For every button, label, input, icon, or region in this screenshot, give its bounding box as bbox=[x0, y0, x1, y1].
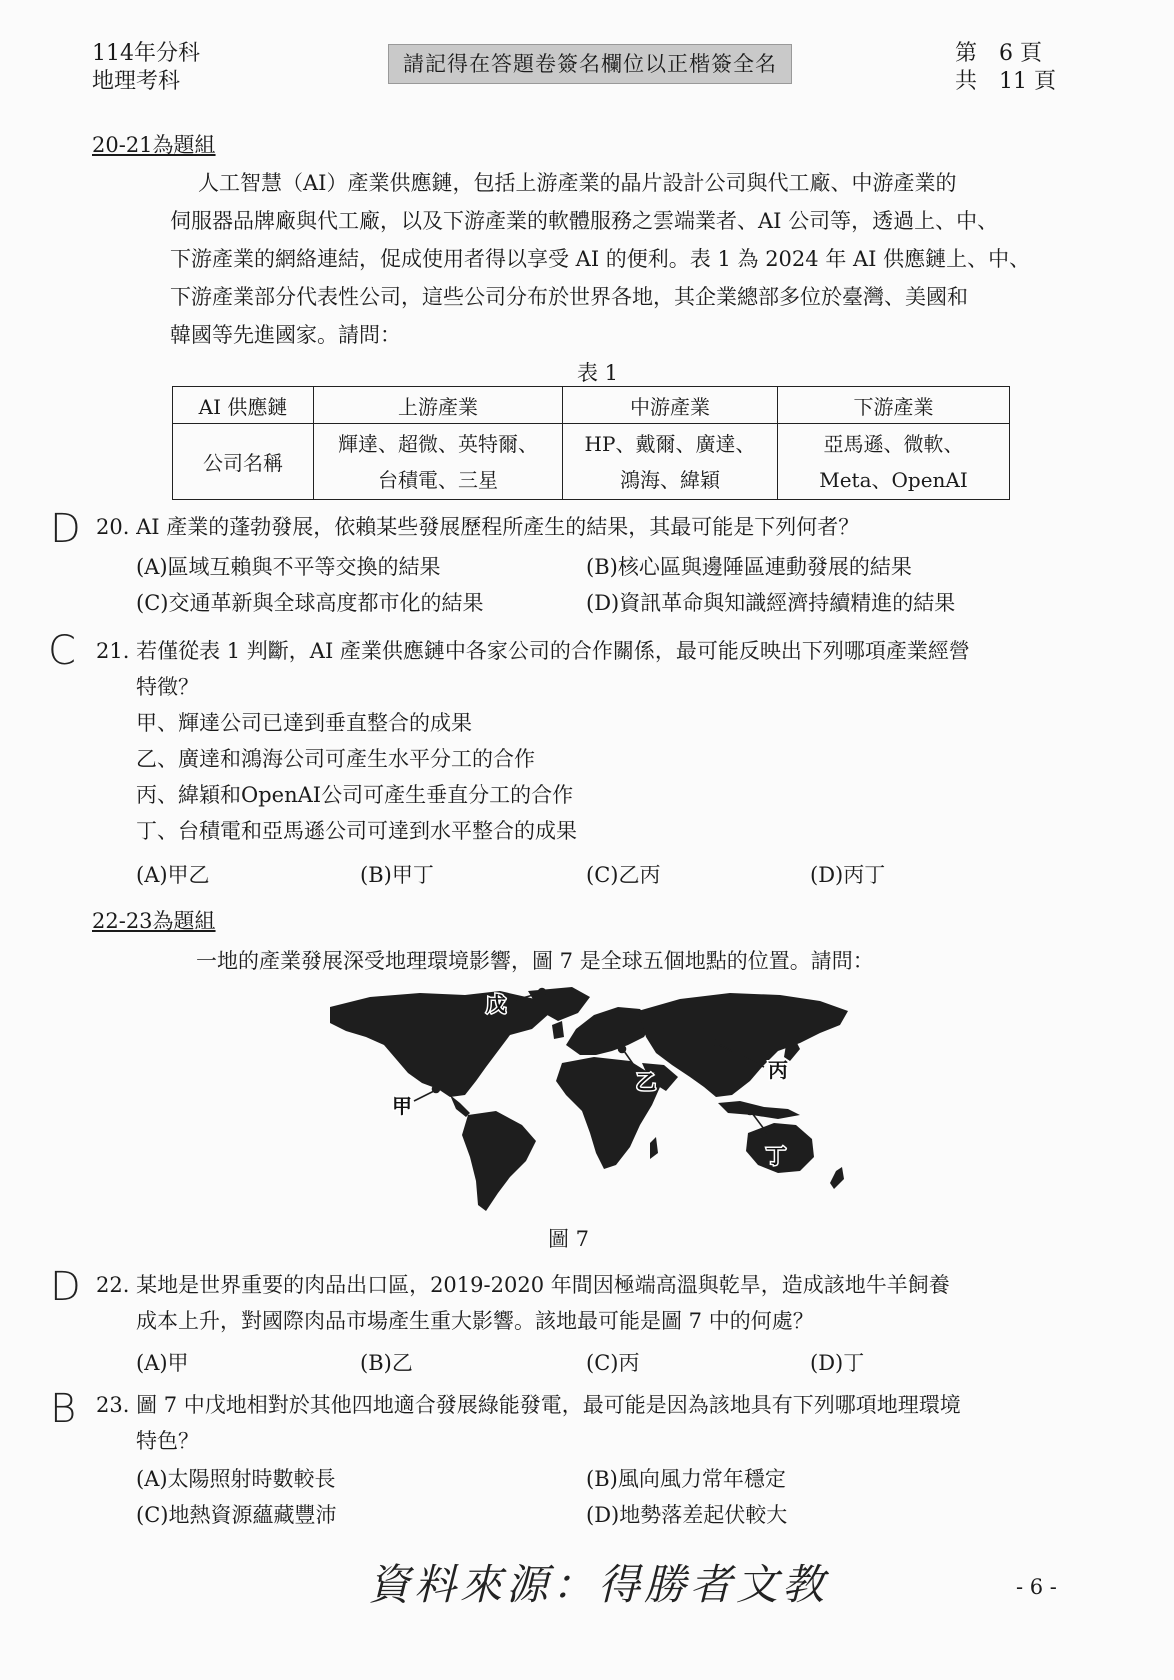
leader-line-jia bbox=[414, 1091, 434, 1101]
table-header: 中游產業 bbox=[563, 387, 778, 424]
map-label-bing: 丙 bbox=[768, 1058, 788, 1082]
handwritten-answer-22: D bbox=[50, 1264, 81, 1310]
group1-intro bbox=[170, 164, 1070, 354]
british-isles-shape bbox=[552, 1021, 564, 1039]
marker-wu bbox=[539, 989, 546, 996]
handwritten-answer-21: C bbox=[48, 628, 76, 674]
group2-intro: 一地的產業發展深受地理環境影響，圖 7 是全球五個地點的位置。請問： bbox=[196, 949, 874, 973]
option: (A)甲 bbox=[136, 1351, 189, 1375]
option: (D)地勢落差起伏較大 bbox=[586, 1503, 788, 1527]
north-america-shape bbox=[330, 991, 550, 1097]
cell-line: 輝達、超微、英特爾、 bbox=[338, 431, 538, 456]
option: (B)核心區與邊陲區連動發展的結果 bbox=[586, 555, 912, 579]
table-header: 下游產業 bbox=[778, 387, 1010, 424]
table-cell bbox=[314, 424, 563, 500]
cell-line: Meta、OpenAI bbox=[819, 467, 968, 492]
group-title-22-23: 22-23為題組 bbox=[92, 909, 216, 933]
option: (B)乙 bbox=[360, 1351, 413, 1375]
handwritten-source-note: 資料來源：得勝者文教 bbox=[368, 1560, 829, 1609]
map-label-yi: 乙 bbox=[636, 1070, 656, 1094]
map-label-jia: 甲 bbox=[392, 1094, 412, 1118]
question-21-stem-cont: 特徵？ bbox=[136, 675, 199, 699]
cell-line: 台積電、三星 bbox=[378, 467, 498, 492]
group-title-20-21: 20-21為題組 bbox=[92, 133, 216, 157]
option: (B)甲丁 bbox=[360, 863, 434, 887]
total-pages: 共 11 頁 bbox=[955, 69, 1056, 94]
option: (D)丁 bbox=[810, 1351, 865, 1375]
question-23-stem-cont: 特色？ bbox=[136, 1429, 199, 1453]
exam-year: 114年分科 bbox=[92, 41, 200, 66]
intro-line: 人工智慧（AI）產業供應鏈，包括上游產業的晶片設計公司與代工廠、中游產業的 bbox=[198, 171, 957, 195]
option: (A)甲乙 bbox=[136, 863, 210, 887]
option: (C)地熱資源蘊藏豐沛 bbox=[136, 1503, 337, 1527]
table-caption: 表 1 bbox=[577, 361, 619, 385]
intro-line: 下游產業的網絡連結，促成使用者得以享受 AI 的便利。表 1 為 2024 年 AI 供應鏈上、中、 bbox=[170, 247, 1031, 271]
option: (A)區域互賴與不平等交換的結果 bbox=[136, 555, 441, 579]
question-22-stem: 22. 某地是世界重要的肉品出口區，2019-2020 年間因極端高溫與乾旱，造成該地牛羊飼養 bbox=[96, 1273, 950, 1297]
option: (D)丙丁 bbox=[810, 863, 886, 887]
option: (C)丙 bbox=[586, 1351, 640, 1375]
statement-item: 乙、廣達和鴻海公司可產生水平分工的合作 bbox=[136, 747, 535, 771]
question-22-stem-cont: 成本上升，對國際肉品市場產生重大影響。該地最可能是圖 7 中的何處？ bbox=[136, 1309, 814, 1333]
page-indicator: 第 6 頁 bbox=[955, 41, 1042, 66]
south-america-shape bbox=[462, 1111, 536, 1211]
madagascar-shape bbox=[650, 1137, 658, 1159]
table-cell bbox=[563, 424, 778, 500]
page-number: - 6 - bbox=[1016, 1575, 1057, 1599]
world-map-figure bbox=[300, 985, 860, 1220]
option: (B)風向風力常年穩定 bbox=[586, 1467, 786, 1491]
central-america-shape bbox=[450, 1095, 470, 1117]
question-23-stem: 23. 圖 7 中戊地相對於其他四地適合發展綠能發電，最可能是因為該地具有下列哪項地理環境 bbox=[96, 1393, 961, 1417]
table-header: 上游產業 bbox=[314, 387, 563, 424]
indonesia-shape bbox=[718, 1101, 800, 1119]
cell-line: 鴻海、緯穎 bbox=[620, 467, 720, 492]
handwritten-answer-23: B bbox=[50, 1386, 77, 1432]
table-cell bbox=[778, 424, 1010, 500]
intro-line: 下游產業部分代表性公司，這些公司分布於世界各地，其企業總部多位於臺灣、美國和 bbox=[170, 285, 968, 309]
map-label-ding: 丁 bbox=[766, 1144, 786, 1168]
statement-item: 丙、緯穎和OpenAI公司可產生垂直分工的合作 bbox=[136, 783, 574, 807]
intro-line: 伺服器品牌廠與代工廠，以及下游產業的軟體服務之雲端業者、AI 公司等，透過上、中、 bbox=[170, 209, 999, 233]
intro-line: 韓國等先進國家。請問： bbox=[170, 323, 401, 347]
supply-chain-table bbox=[172, 386, 1010, 500]
table-row-label: 公司名稱 bbox=[173, 424, 314, 500]
option: (C)交通革新與全球高度都市化的結果 bbox=[136, 591, 484, 615]
cell-line: HP、戴爾、廣達、 bbox=[584, 431, 756, 456]
figure-caption: 圖 7 bbox=[548, 1227, 590, 1251]
table-header: AI 供應鏈 bbox=[173, 387, 314, 424]
option: (C)乙丙 bbox=[586, 863, 661, 887]
option: (A)太陽照射時數較長 bbox=[136, 1467, 336, 1491]
statement-item: 丁、台積電和亞馬遜公司可達到水平整合的成果 bbox=[136, 819, 577, 843]
statement-item: 甲、輝達公司已達到垂直整合的成果 bbox=[136, 711, 472, 735]
option: (D)資訊革命與知識經濟持續精進的結果 bbox=[586, 591, 956, 615]
handwritten-answer-20: D bbox=[50, 506, 81, 552]
question-20-stem: 20. AI 產業的蓬勃發展，依賴某些發展歷程所產生的結果，其最可能是下列何者？ bbox=[96, 515, 860, 539]
new-zealand-shape bbox=[830, 1167, 844, 1189]
signature-reminder-banner: 請記得在答題卷簽名欄位以正楷簽全名 bbox=[388, 44, 792, 84]
map-label-wu: 戊 bbox=[486, 992, 506, 1016]
cell-line: 亞馬遜、微軟、 bbox=[823, 431, 964, 456]
subject-title: 地理考科 bbox=[92, 69, 181, 94]
question-21-stem: 21. 若僅從表 1 判斷，AI 產業供應鏈中各家公司的合作關係，最可能反映出下列哪項產業經營 bbox=[96, 639, 970, 663]
